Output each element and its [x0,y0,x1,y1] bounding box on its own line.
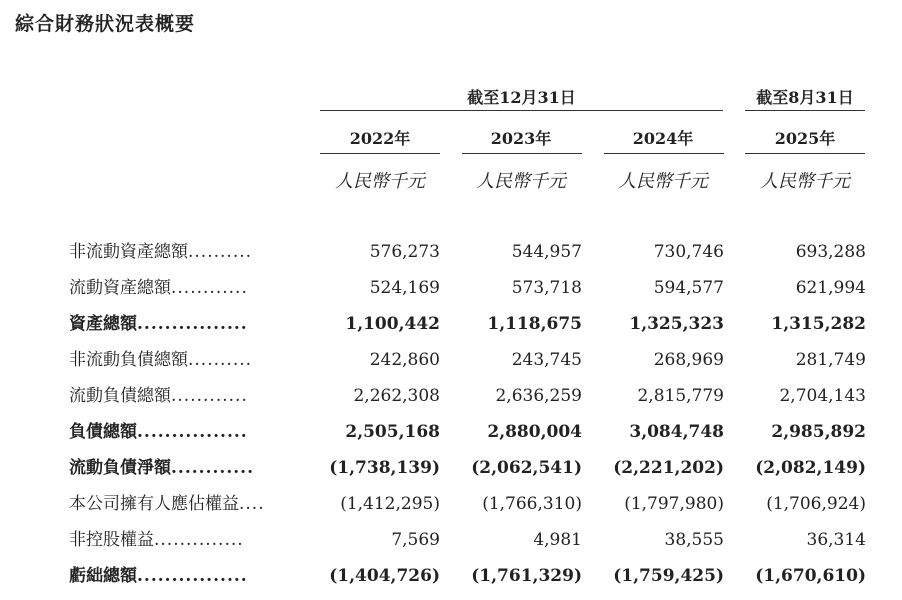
cell-value: 268,969 [653,350,724,370]
year-header-2024: 2024年 [632,129,694,148]
row-label [69,348,295,372]
cell-value: 7,569 [391,530,440,550]
leader-dots: .... [239,494,265,514]
table-row [0,276,902,312]
group1-rule [320,110,723,111]
row-label [69,528,295,552]
cell-value: (1,766,310) [482,494,582,514]
unit-label: 人民幣千元 [335,171,425,192]
table-row [0,384,902,420]
row-label-text: 流動負債淨額 [69,458,171,478]
row-label-text: 負債總額 [69,422,137,442]
row-label [69,312,295,336]
table-row [0,564,902,600]
cell-value: 544,957 [511,242,582,262]
leader-dots: ............ [171,386,248,406]
cell-value: 524,169 [369,278,440,298]
leader-dots: .......... [188,350,253,370]
cell-value: 2,704,143 [779,386,866,406]
cell-value: 2,880,004 [487,422,582,442]
cell-value: 576,273 [369,242,440,262]
cell-value: 1,315,282 [771,314,866,334]
cell-value: 243,745 [511,350,582,370]
year-rule [320,153,440,154]
row-label [69,492,295,516]
cell-value: (2,062,541) [471,458,582,478]
cell-value: 2,985,892 [771,422,866,442]
cell-value: 36,314 [806,530,866,550]
table-row [0,240,902,276]
leader-dots: ................ [137,566,248,586]
cell-value: 730,746 [653,242,724,262]
unit-label: 人民幣千元 [476,171,566,192]
cell-value: (1,670,610) [755,566,866,586]
row-label [69,384,295,408]
row-label [69,240,295,264]
row-label-text: 非流動資產總額 [69,242,188,262]
cell-value: (1,706,924) [766,494,866,514]
row-label [69,564,295,588]
table-row [0,348,902,384]
table-row [0,456,902,492]
leader-dots: ............ [171,458,255,478]
leader-dots: .......... [188,242,253,262]
cell-value: 2,262,308 [353,386,440,406]
cell-value: 4,981 [533,530,582,550]
cell-value: 38,555 [664,530,724,550]
page-title: 綜合財務狀況表概要 [15,13,196,35]
cell-value: 3,084,748 [629,422,724,442]
unit-label: 人民幣千元 [760,171,850,192]
cell-value: (1,404,726) [329,566,440,586]
table-row [0,312,902,348]
table-row [0,492,902,528]
row-label [69,420,295,444]
row-label-text: 非控股權益 [69,530,154,550]
row-label-text: 資產總額 [69,314,137,334]
header-group-dec31: 截至12月31日 [467,88,576,107]
cell-value: (2,221,202) [613,458,724,478]
year-header-2022: 2022年 [349,129,411,148]
row-label-text: 流動負債總額 [69,386,171,406]
row-label [69,276,295,300]
table-row [0,420,902,456]
leader-dots: ................ [137,422,248,442]
year-header-2023: 2023年 [490,129,552,148]
row-label-text: 流動資產總額 [69,278,171,298]
cell-value: 621,994 [795,278,866,298]
table-row [0,528,902,564]
year-rule [604,153,724,154]
cell-value: (1,738,139) [329,458,440,478]
cell-value: 1,118,675 [487,314,582,334]
unit-label: 人民幣千元 [618,171,708,192]
cell-value: 242,860 [369,350,440,370]
year-rule [745,153,865,154]
row-label-text: 虧絀總額 [69,566,137,586]
group2-rule [745,110,865,111]
cell-value: (1,761,329) [471,566,582,586]
year-header-2025: 2025年 [774,129,836,148]
cell-value: 1,100,442 [345,314,440,334]
header-group-aug31: 截至8月31日 [756,88,854,107]
row-label-text: 非流動負債總額 [69,350,188,370]
cell-value: 573,718 [511,278,582,298]
cell-value: 693,288 [795,242,866,262]
leader-dots: .............. [154,530,244,550]
year-rule [462,153,582,154]
cell-value: 1,325,323 [629,314,724,334]
cell-value: 594,577 [653,278,724,298]
cell-value: 2,815,779 [637,386,724,406]
leader-dots: ................ [137,314,248,334]
cell-value: (1,759,425) [613,566,724,586]
row-label-text: 本公司擁有人應佔權益 [69,494,239,514]
leader-dots: ............ [171,278,248,298]
cell-value: 2,505,168 [345,422,440,442]
row-label [69,456,295,480]
cell-value: 2,636,259 [495,386,582,406]
cell-value: (1,797,980) [624,494,724,514]
cell-value: (2,082,149) [755,458,866,478]
cell-value: (1,412,295) [340,494,440,514]
cell-value: 281,749 [795,350,866,370]
